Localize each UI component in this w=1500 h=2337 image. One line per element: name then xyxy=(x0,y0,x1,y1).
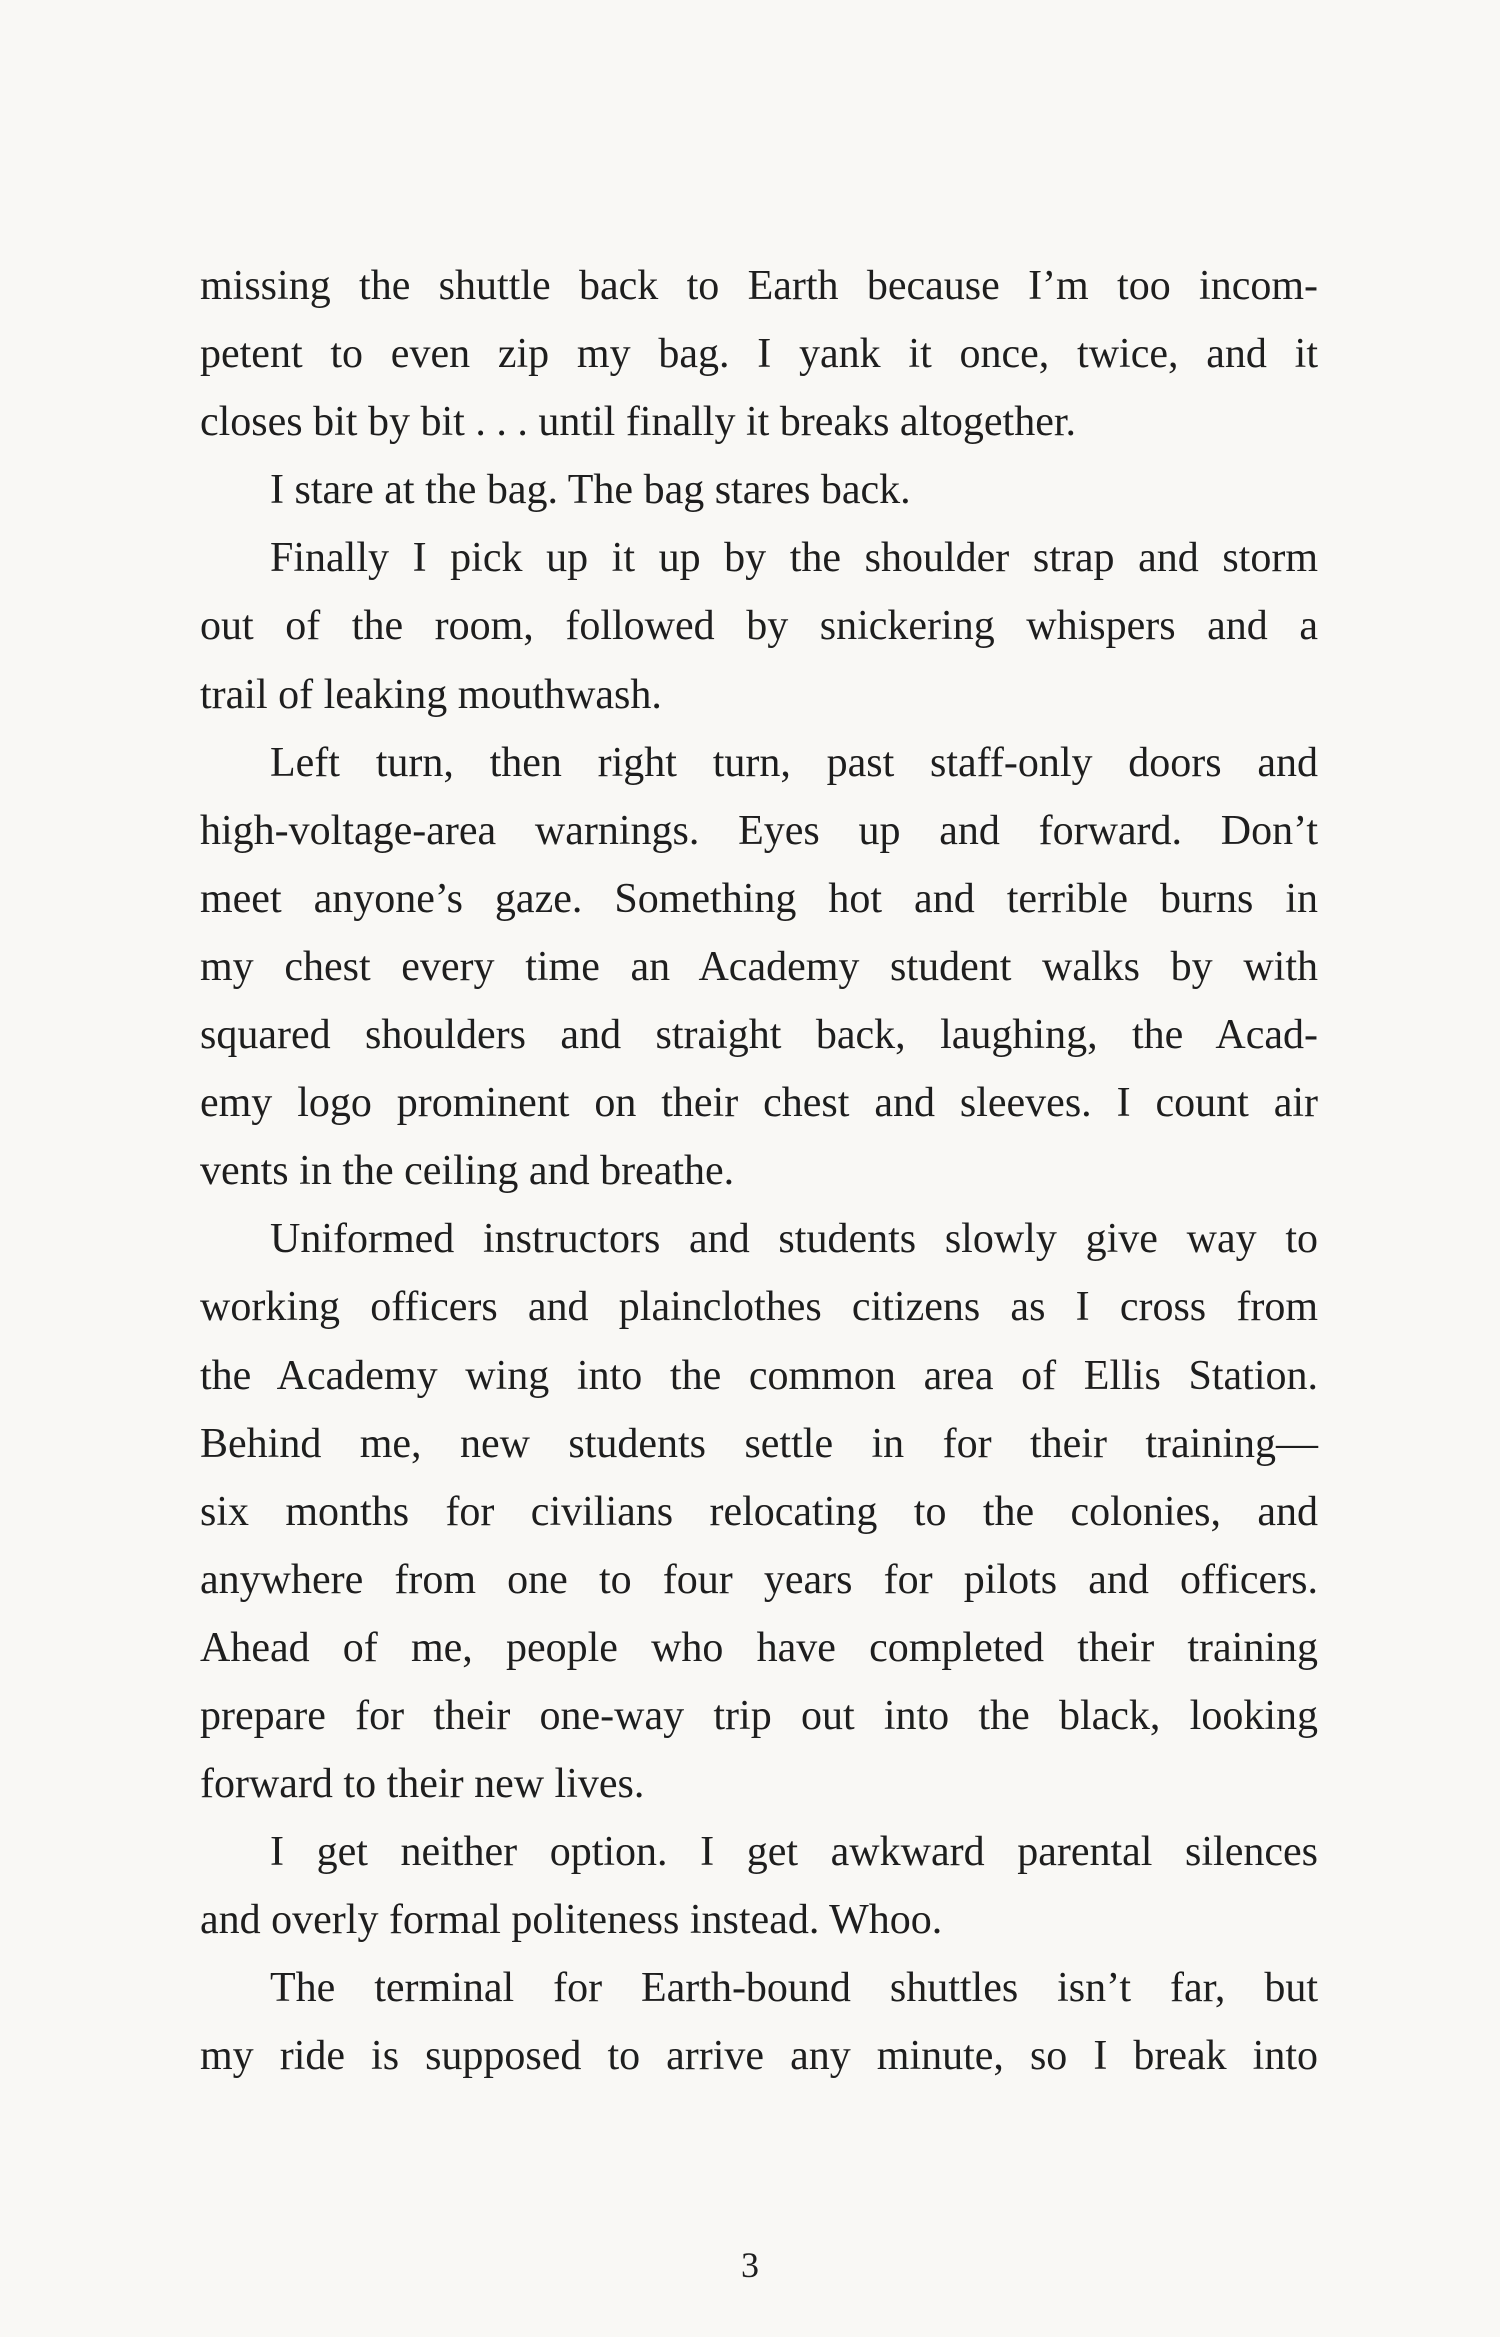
text-line: squared shoulders and straight back, laughing, the Acad- xyxy=(200,1012,1318,1059)
text-line: meet anyone’s gaze. Something hot and terrible burns in xyxy=(200,875,1318,922)
text-line: Left turn, then right turn, past staff-only doors and xyxy=(270,739,1318,786)
text-line: I stare at the bag. The bag stares back. xyxy=(270,467,911,514)
text-line: closes bit by bit . . . until finally it breaks altogether. xyxy=(200,399,1077,446)
text-line: Behind me, new students settle in for their training— xyxy=(200,1420,1318,1467)
text-line: anywhere from one to four years for pilots and officers. xyxy=(200,1556,1318,1603)
text-line: Uniformed instructors and students slowly give way to xyxy=(270,1216,1318,1263)
text-line: my ride is supposed to arrive any minute, so I break into xyxy=(200,2033,1318,2080)
page-number: 3 xyxy=(741,2245,759,2285)
text-line: my chest every time an Academy student walks by with xyxy=(200,943,1318,990)
text-line: six months for civilians relocating to the colonies, and xyxy=(200,1488,1318,1535)
text-line: missing the shuttle back to Earth because I’m too incom- xyxy=(200,263,1318,309)
text-line: vents in the ceiling and breathe. xyxy=(200,1148,735,1195)
text-line: emy logo prominent on their chest and sleeves. I count air xyxy=(200,1080,1318,1127)
text-line: the Academy wing into the common area of Ellis Station. xyxy=(200,1352,1318,1399)
text-line: forward to their new lives. xyxy=(200,1761,645,1808)
text-line: I get neither option. I get awkward parental silences xyxy=(270,1829,1318,1876)
text-line: out of the room, followed by snickering whispers and a xyxy=(200,603,1318,650)
text-line: prepare for their one-way trip out into the black, looking xyxy=(200,1692,1318,1739)
text-line: The terminal for Earth-bound shuttles isn’t far, but xyxy=(270,1965,1318,2012)
text-line: trail of leaking mouthwash. xyxy=(200,671,662,718)
body-text xyxy=(200,252,1318,2091)
text-line: petent to even zip my bag. I yank it once, twice, and it xyxy=(200,331,1318,378)
text-line: Finally I pick up it up by the shoulder strap and storm xyxy=(270,535,1318,582)
text-line: Ahead of me, people who have completed their training xyxy=(200,1624,1318,1671)
text-line: and overly formal politeness instead. Whoo. xyxy=(200,1897,943,1944)
text-line: working officers and plainclothes citizens as I cross from xyxy=(200,1284,1318,1331)
text-line: high-voltage-area warnings. Eyes up and forward. Don’t xyxy=(200,807,1318,854)
